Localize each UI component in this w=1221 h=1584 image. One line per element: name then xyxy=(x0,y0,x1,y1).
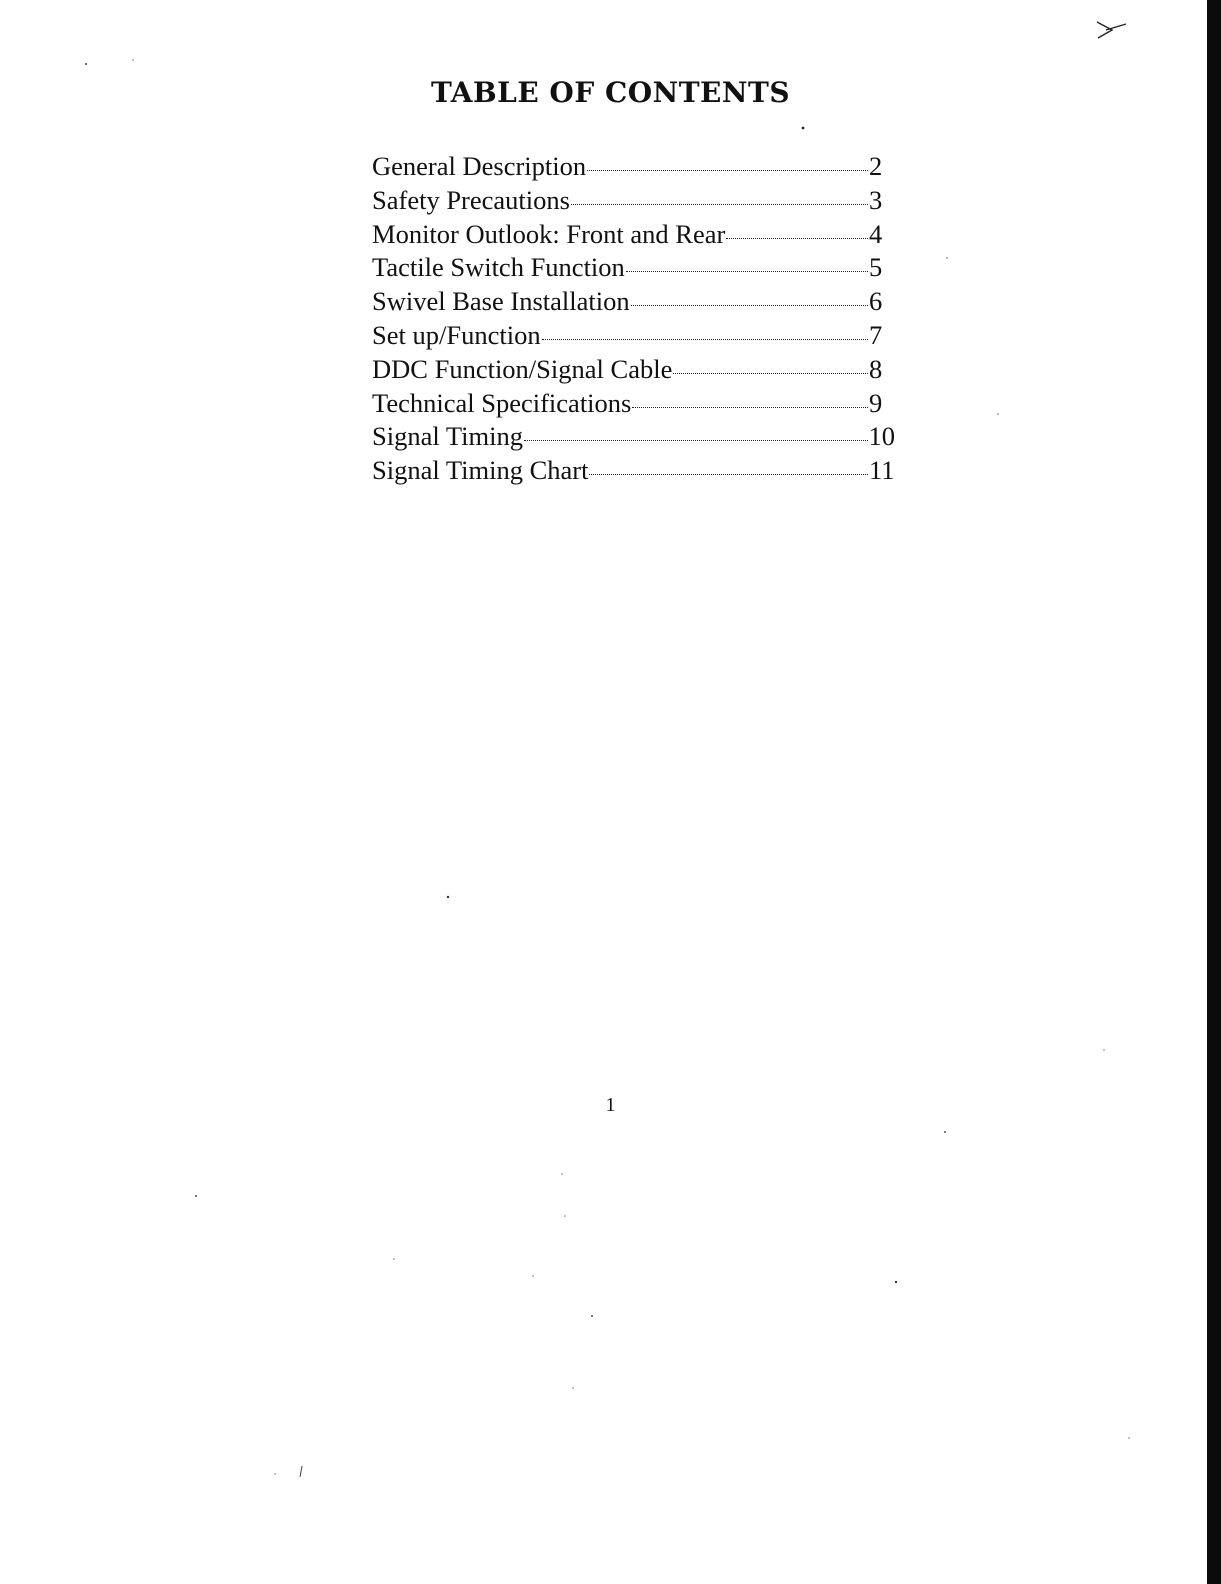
toc-entry-label: Tactile Switch Function xyxy=(372,252,625,283)
toc-entry-page: 6 xyxy=(869,286,883,317)
toc-entry-page: 2 xyxy=(869,151,883,181)
toc-entry-page: 7 xyxy=(869,319,883,350)
toc-entry-page: 4 xyxy=(869,218,883,249)
toc-entry-label: Monitor Outlook: Front and Rear xyxy=(372,218,726,249)
toc-entry-page: 5 xyxy=(869,252,883,283)
toc-entry-label: Signal Timing Chart xyxy=(372,455,589,486)
toc-entry-page: 3 xyxy=(869,184,883,215)
toc-entry-label: Swivel Base Installation xyxy=(372,286,630,317)
toc-entry-page: 10 xyxy=(868,421,895,452)
toc-entry-label: DDC Function/Signal Cable xyxy=(372,353,673,384)
toc-entry-label: Set up/Function xyxy=(372,319,541,350)
page-title: TABLE OF CONTENTS xyxy=(430,76,791,109)
page-number: 1 xyxy=(605,1094,616,1116)
toc-entry-page: 9 xyxy=(869,387,883,418)
scanner-edge-strip xyxy=(1207,0,1221,1584)
toc-entry-page: 8 xyxy=(869,353,883,384)
toc-entry-label: Technical Specifications xyxy=(372,387,632,418)
toc-entry-label: Signal Timing xyxy=(372,421,523,452)
toc-entry-label: Safety Precautions xyxy=(372,184,570,215)
toc-entry-label: General Description xyxy=(372,151,587,181)
toc-entry-page: 11 xyxy=(869,455,895,486)
